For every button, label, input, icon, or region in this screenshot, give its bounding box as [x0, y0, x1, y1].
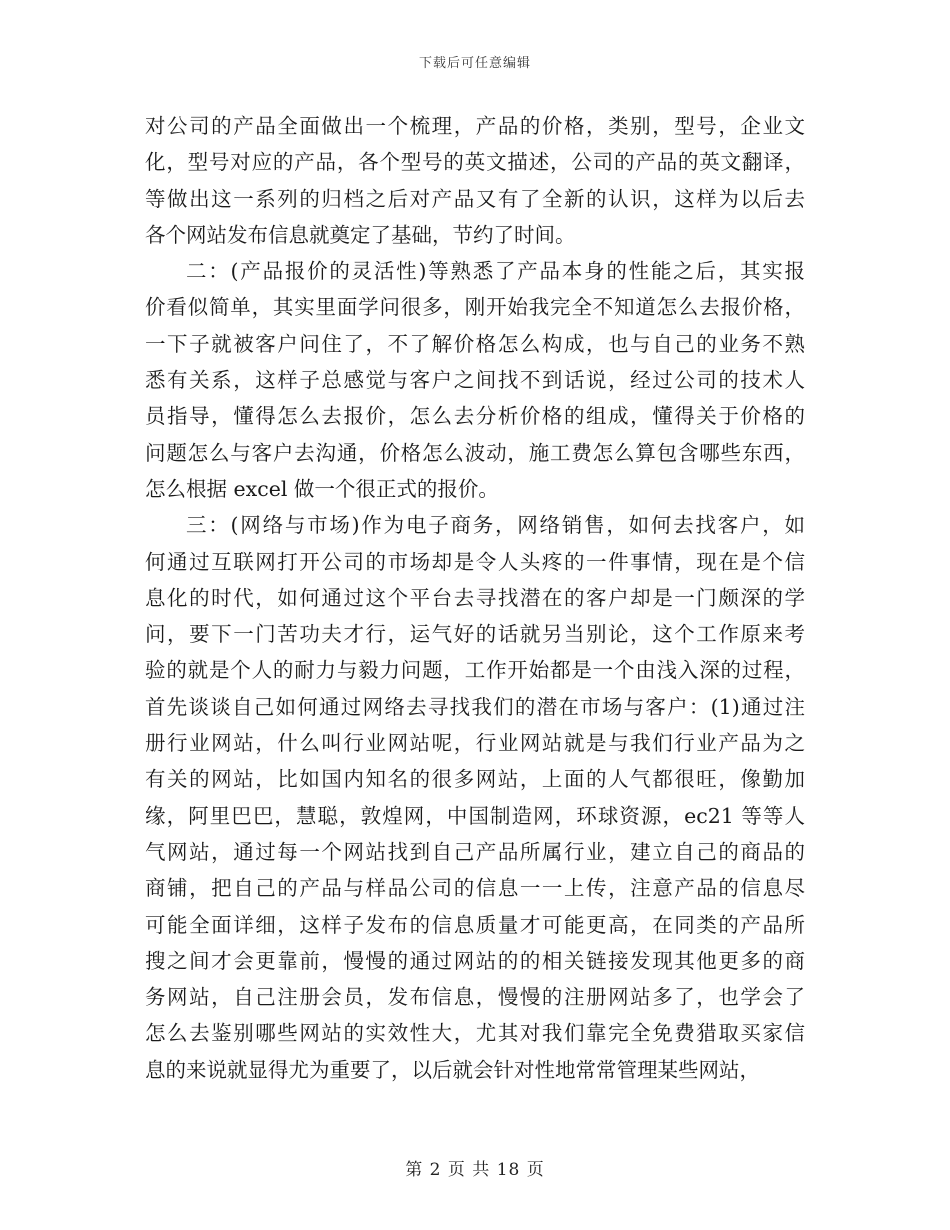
text-line: 问题怎么与客户去沟通，价格怎么波动，施工费怎么算包含哪些东西， — [145, 440, 805, 465]
text-line: 各个网站发布信息就奠定了基础，节约了时间。 — [145, 222, 576, 247]
text-line: 首先谈谈自己如何通过网络去寻找我们的潜在市场与客户：(1)通过注 — [145, 694, 805, 719]
page-header: 下载后可任意编辑 — [418, 56, 531, 71]
text-line: 等做出这一系列的归档之后对产品又有了全新的认识，这样为以后去 — [145, 186, 805, 211]
text-line: 悉有关系，这样子总感觉与客户之间找不到话说，经过公司的技术人 — [145, 368, 805, 393]
text-line: 三：(网络与市场)作为电子商务，网络销售，如何去找客户，如 — [186, 513, 805, 538]
text-line: 缘，阿里巴巴，慧聪，敦煌网，中国制造网，环球资源，ec21 等等人 — [145, 803, 805, 828]
text-line: 化，型号对应的产品，各个型号的英文描述，公司的产品的英文翻译， — [145, 150, 805, 175]
text-line: 息化的时代，如何通过这个平台去寻找潜在的客户却是一门颇深的学 — [145, 585, 805, 610]
paragraph — [145, 108, 805, 253]
text-line: 一下子就被客户问住了，不了解价格怎么构成，也与自己的业务不熟 — [145, 331, 805, 356]
paragraph — [145, 253, 805, 507]
text-line: 问，要下一门苦功夫才行，运气好的话就另当别论，这个工作原来考 — [145, 622, 805, 647]
text-line: 二：(产品报价的灵活性)等熟悉了产品本身的性能之后，其实报 — [186, 259, 805, 284]
text-line: 对公司的产品全面做出一个梳理，产品的价格，类别，型号，企业文 — [145, 114, 805, 138]
text-line: 验的就是个人的耐力与毅力问题，工作开始都是一个由浅入深的过程， — [145, 658, 805, 683]
text-line: 气网站，通过每一个网站找到自己产品所属行业，建立自己的商品的 — [145, 839, 805, 864]
text-line: 息的来说就显得尤为重要了，以后就会针对性地常常管理某些网站， — [145, 1057, 760, 1082]
text-line: 何通过互联网打开公司的市场却是令人头疼的一件事情，现在是个信 — [145, 549, 805, 574]
text-line: 怎么去鉴别哪些网站的实效性大，尤其对我们靠完全免费猎取买家信 — [145, 1021, 805, 1046]
text-line: 员指导，懂得怎么去报价，怎么去分析价格的组成，懂得关于价格的 — [145, 404, 805, 429]
text-line: 商铺，把自己的产品与样品公司的信息一一上传，注意产品的信息尽 — [145, 876, 805, 901]
page-footer: 第 2 页 共 18 页 — [405, 1160, 545, 1180]
paragraph — [145, 507, 805, 1088]
text-line: 册行业网站，什么叫行业网站呢，行业网站就是与我们行业产品为之 — [145, 731, 805, 756]
text-line: 有关的网站，比如国内知名的很多网站，上面的人气都很旺，像勤加 — [145, 767, 805, 792]
text-line: 搜之间才会更靠前，慢慢的通过网站的的相关链接发现其他更多的商 — [145, 948, 805, 973]
text-line: 务网站，自己注册会员，发布信息，慢慢的注册网站多了，也学会了 — [145, 985, 805, 1010]
text-line: 价看似简单，其实里面学问很多，刚开始我完全不知道怎么去报价格， — [145, 295, 805, 320]
document-body — [145, 108, 805, 1088]
text-line: 可能全面详细，这样子发布的信息质量才可能更高，在同类的产品所 — [145, 912, 805, 937]
text-line: 怎么根据 excel 做一个很正式的报价。 — [145, 476, 499, 501]
